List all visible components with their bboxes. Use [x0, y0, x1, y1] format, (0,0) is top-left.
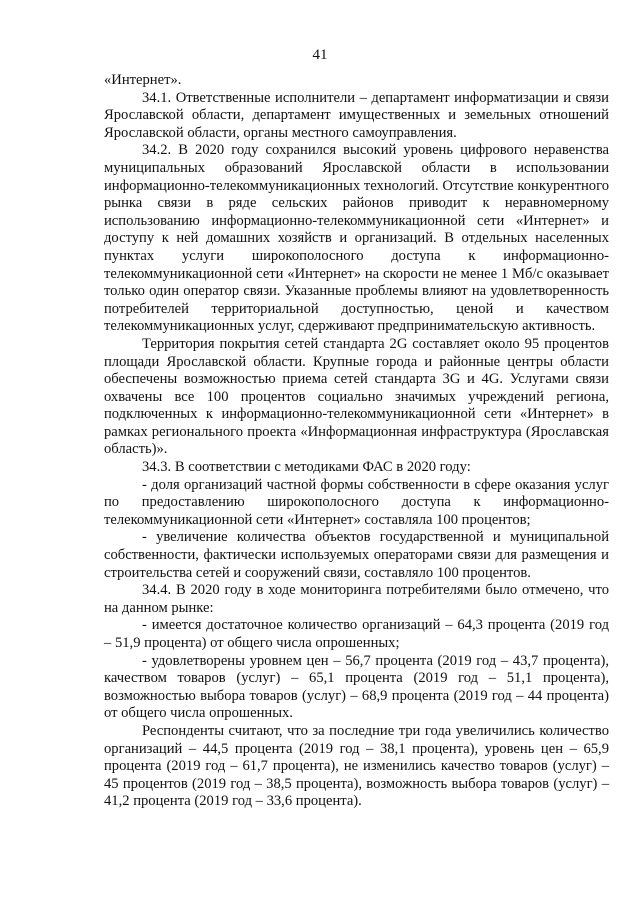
paragraph: Территория покрытия сетей стандарта 2G составляет около 95 процентов площади Ярославской области. Крупные города и районные центры области обеспечены возможностью приема сетей стандарта 3G и 4G. Услугами связи охвачены все 100 процентов социально значимых учреждений региона, подключенных к информационно-телекоммуникационной сети «Интернет» в рамках регионального проекта «Информационная инфраструктура (Ярославская область)».: [104, 335, 609, 458]
paragraph: 34.4. В 2020 году в ходе мониторинга потребителями было отмечено, что на данном рынке:: [104, 582, 609, 616]
paragraph: 34.2. В 2020 году сохранился высокий уровень цифрового неравенства муниципальных образований Ярославской области в использовании информационно-телекоммуникационных технологий. Отсутствие конкурентного рынка связи в ряде сельских районов приводит к неравномерному использованию информационно-телекоммуникационной сети «Интернет» и доступу к ней домашних хозяйств и организаций. В отдельных населенных пунктах услуги широкополосного доступа к информационно-телекоммуникационной сети «Интернет» на скорости не менее 1 Мб/с оказывает только один оператор связи. Указанные проблемы влияют на удовлетворенность потребителей территориальной доступностью, ценой и качеством телекоммуникационных услуг, сдерживают предпринимательскую активность.: [104, 142, 609, 335]
paragraph: «Интернет».: [104, 72, 182, 88]
paragraph: 34.1. Ответственные исполнители – департамент информатизации и связи Ярославской области, департамент имущественных и земельных отношений Ярославской области, органы местного самоуправления.: [104, 89, 609, 141]
paragraph: - имеется достаточное количество организаций – 64,3 процента (2019 год – 51,9 процента) от общего числа опрошенных;: [104, 617, 609, 651]
paragraph: 34.3. В соответствии с методиками ФАС в 2020 году:: [142, 459, 471, 476]
paragraph: - доля организаций частной формы собственности в сфере оказания услуг по предоставлению широкополосного доступа к информационно-телекоммуникационной сети «Интернет» составляла 100 процентов;: [104, 476, 609, 528]
paragraph: - удовлетворены уровнем цен – 56,7 процента (2019 год – 43,7 процента), качеством товаров (услуг) – 65,1 процента (2019 год – 51,1 процента), возможностью выбора товаров (услуг) – 68,9 процента (2019 год – 44 процента) от общего числа опрошенных.: [104, 652, 609, 722]
page-number: 41: [312, 47, 328, 63]
document-body: [104, 72, 609, 811]
paragraph: Респонденты считают, что за последние три года увеличились количество организаций – 44,5 процента (2019 год – 38,1 процента), уровень цен – 65,9 процента (2019 год – 61,7 процента), не изменились качество товаров (услуг) – 45 процентов (2019 год – 38,5 процента), возможность выбора товаров (услуг) – 41,2 процента (2019 год – 33,6 процента).: [104, 722, 609, 810]
paragraph: - увеличение количества объектов государственной и муниципальной собственности, фактически используемых операторами связи для размещения и строительства сетей и сооружений связи, составляло 100 процентов.: [104, 529, 609, 581]
